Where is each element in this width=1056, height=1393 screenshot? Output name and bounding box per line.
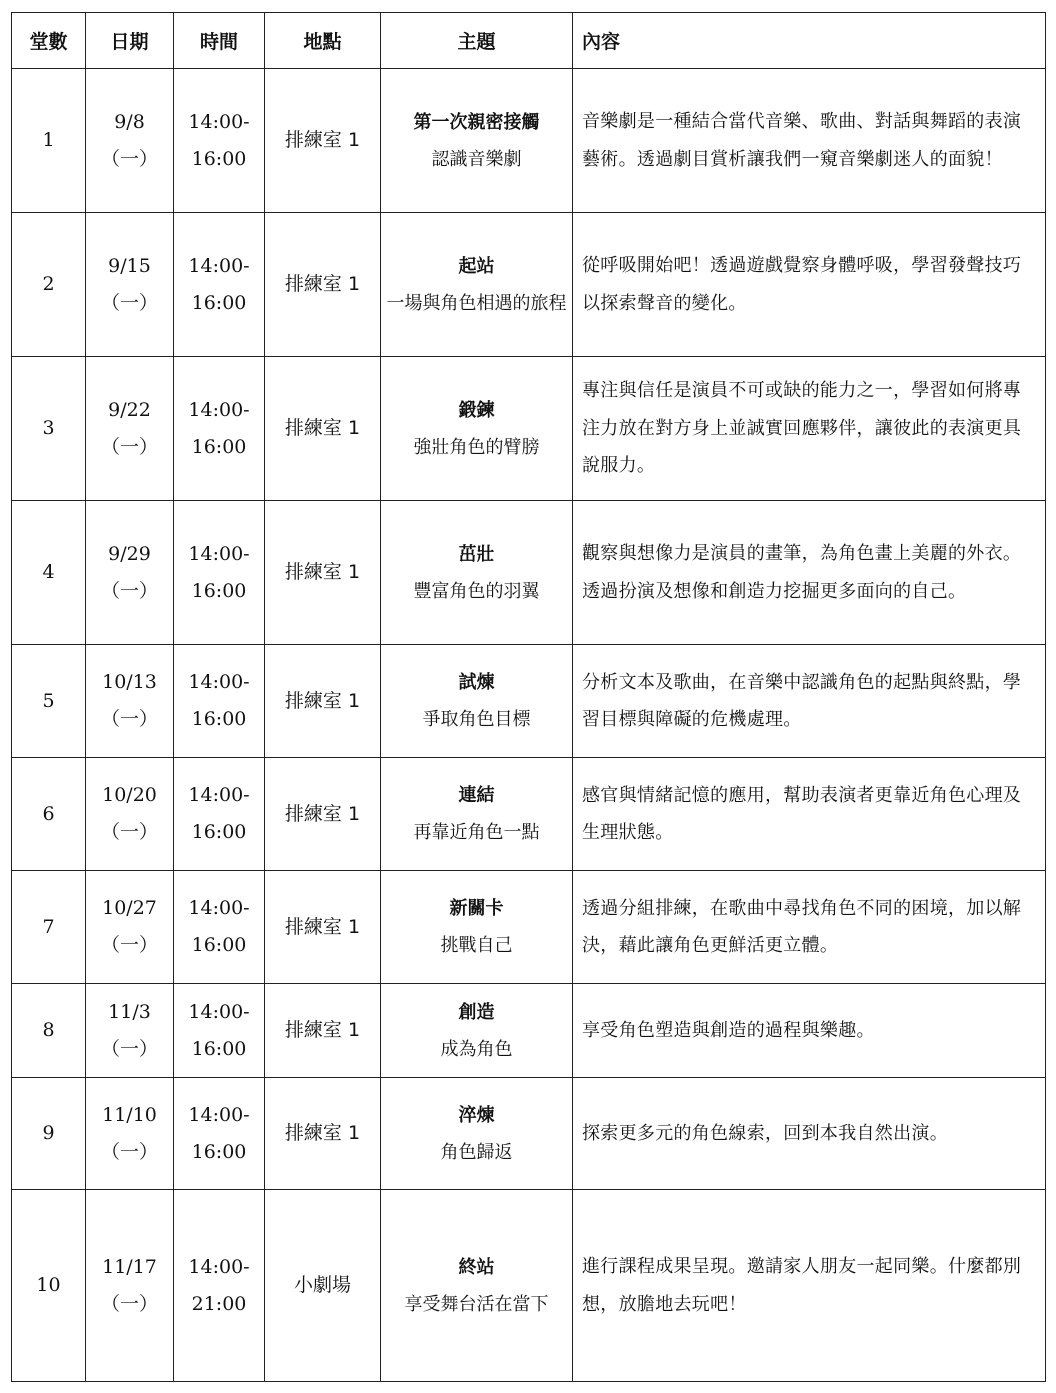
session-time [174, 501, 265, 645]
session-topic [381, 758, 573, 871]
time-end: 16:00 [191, 934, 247, 956]
date-value: 11/3 [108, 1000, 151, 1023]
weekday: （一） [100, 1140, 158, 1163]
table-row [12, 984, 1046, 1078]
table-row [12, 357, 1046, 501]
course-schedule-table [11, 12, 1046, 1382]
topic-title: 創造 [458, 1001, 495, 1023]
session-number: 9 [12, 1078, 86, 1190]
session-time [174, 1190, 265, 1382]
session-topic [381, 645, 573, 758]
session-time [174, 213, 265, 357]
session-number: 8 [12, 984, 86, 1078]
session-date [86, 1190, 174, 1382]
session-time [174, 871, 265, 984]
date-value: 9/29 [108, 542, 151, 565]
time-end: 16:00 [191, 1037, 247, 1060]
session-date [86, 213, 174, 357]
session-content: 感官與情緒記憶的應用，幫助表演者更靠近角色心理及生理狀態。 [573, 758, 1046, 871]
session-topic [381, 1190, 573, 1382]
header-row [12, 13, 1046, 69]
date-value: 10/20 [102, 784, 157, 806]
table-row [12, 1190, 1046, 1382]
session-location: 排練室 1 [265, 871, 381, 984]
weekday: （一） [100, 579, 158, 602]
date-value: 11/17 [102, 1255, 157, 1278]
weekday: （一） [100, 934, 158, 956]
session-time [174, 357, 265, 501]
time-end: 16:00 [191, 147, 247, 170]
session-time [174, 69, 265, 213]
topic-subtitle: 享受舞台活在當下 [404, 1293, 549, 1315]
date-value: 10/27 [102, 897, 157, 919]
header-date: 日期 [86, 13, 174, 69]
table-row [12, 1078, 1046, 1190]
header-session: 堂數 [12, 13, 86, 69]
topic-subtitle: 豐富角色的羽翼 [413, 580, 540, 602]
session-content: 進行課程成果呈現。邀請家人朋友一起同樂。什麼都別想，放膽地去玩吧！ [573, 1190, 1046, 1382]
session-content: 觀察與想像力是演員的畫筆，為角色畫上美麗的外衣。透過扮演及想像和創造力挖掘更多面向的自己。 [573, 501, 1046, 645]
topic-title: 鍛鍊 [458, 399, 495, 421]
table-row [12, 758, 1046, 871]
time-start: 14:00- [188, 110, 250, 133]
session-location: 排練室 1 [265, 213, 381, 357]
table-row [12, 69, 1046, 213]
header-topic: 主題 [381, 13, 573, 69]
session-date [86, 1078, 174, 1190]
time-end: 16:00 [191, 708, 247, 730]
time-start: 14:00- [188, 784, 250, 806]
topic-title: 連結 [458, 785, 495, 806]
session-location: 排練室 1 [265, 984, 381, 1078]
time-end: 16:00 [191, 435, 247, 458]
header-location: 地點 [265, 13, 381, 69]
session-number: 1 [12, 69, 86, 213]
topic-title: 茁壯 [458, 543, 495, 565]
topic-title: 試煉 [458, 672, 495, 693]
session-number: 5 [12, 645, 86, 758]
time-start: 14:00- [188, 1103, 250, 1126]
topic-title: 第一次親密接觸 [413, 111, 540, 133]
topic-subtitle: 角色歸返 [440, 1141, 513, 1163]
session-content: 透過分組排練，在歌曲中尋找角色不同的困境，加以解決，藉此讓角色更鮮活更立體。 [573, 871, 1046, 984]
date-value: 11/10 [102, 1103, 157, 1126]
session-date [86, 984, 174, 1078]
topic-subtitle: 成為角色 [440, 1038, 513, 1060]
topic-title: 新關卡 [449, 898, 504, 919]
date-value: 9/8 [114, 110, 145, 133]
date-value: 9/15 [108, 254, 151, 277]
session-topic [381, 984, 573, 1078]
schedule-page [11, 12, 1045, 1382]
weekday: （一） [100, 147, 158, 170]
time-start: 14:00- [188, 398, 250, 421]
session-content: 探索更多元的角色線索，回到本我自然出演。 [573, 1078, 1046, 1190]
session-location: 排練室 1 [265, 1078, 381, 1190]
session-date [86, 871, 174, 984]
weekday: （一） [100, 821, 158, 843]
session-location: 排練室 1 [265, 501, 381, 645]
session-content: 音樂劇是一種結合當代音樂、歌曲、對話與舞蹈的表演藝術。透過劇目賞析讓我們一窺音樂劇迷人的面貌！ [573, 69, 1046, 213]
session-topic [381, 501, 573, 645]
table-row [12, 501, 1046, 645]
date-value: 9/22 [108, 398, 151, 421]
topic-subtitle: 爭取角色目標 [422, 709, 531, 730]
date-value: 10/13 [102, 671, 157, 693]
session-content: 從呼吸開始吧！透過遊戲覺察身體呼吸，學習發聲技巧以探索聲音的變化。 [573, 213, 1046, 357]
session-content: 專注與信任是演員不可或缺的能力之一，學習如何將專注力放在對方身上並誠實回應夥伴，讓彼此的表演更具說服力。 [573, 357, 1046, 501]
time-end: 16:00 [191, 291, 247, 314]
session-topic [381, 357, 573, 501]
topic-title: 終站 [458, 1256, 495, 1278]
topic-subtitle: 挑戰自己 [440, 935, 513, 956]
time-end: 16:00 [191, 579, 247, 602]
table-row [12, 213, 1046, 357]
table-row [12, 645, 1046, 758]
topic-subtitle: 認識音樂劇 [431, 148, 522, 170]
weekday: （一） [100, 708, 158, 730]
session-topic [381, 871, 573, 984]
session-time [174, 758, 265, 871]
session-date [86, 357, 174, 501]
session-date [86, 501, 174, 645]
topic-title: 淬煉 [458, 1104, 495, 1126]
table-row [12, 871, 1046, 984]
session-number: 4 [12, 501, 86, 645]
session-number: 6 [12, 758, 86, 871]
weekday: （一） [100, 1037, 158, 1060]
session-topic [381, 69, 573, 213]
session-number: 2 [12, 213, 86, 357]
session-number: 10 [12, 1190, 86, 1382]
session-time [174, 645, 265, 758]
time-start: 14:00- [188, 1000, 250, 1023]
session-location: 排練室 1 [265, 69, 381, 213]
time-start: 14:00- [188, 542, 250, 565]
weekday: （一） [100, 435, 158, 458]
session-time [174, 1078, 265, 1190]
topic-title: 起站 [458, 255, 495, 277]
header-time: 時間 [174, 13, 265, 69]
session-number: 7 [12, 871, 86, 984]
time-start: 14:00- [188, 1255, 250, 1278]
time-start: 14:00- [188, 254, 250, 277]
session-location: 小劇場 [265, 1190, 381, 1382]
session-date [86, 69, 174, 213]
time-start: 14:00- [188, 897, 250, 919]
topic-subtitle: 再靠近角色一點 [413, 822, 540, 843]
time-end: 16:00 [191, 1140, 247, 1163]
header-content: 內容 [573, 13, 1046, 69]
weekday: （一） [100, 1292, 158, 1315]
session-content: 享受角色塑造與創造的過程與樂趣。 [573, 984, 1046, 1078]
time-start: 14:00- [188, 671, 250, 693]
session-number: 3 [12, 357, 86, 501]
session-location: 排練室 1 [265, 645, 381, 758]
topic-subtitle: 強壯角色的臂膀 [413, 436, 540, 458]
time-end: 21:00 [191, 1292, 247, 1315]
session-content: 分析文本及歌曲，在音樂中認識角色的起點與終點，學習目標與障礙的危機處理。 [573, 645, 1046, 758]
weekday: （一） [100, 291, 158, 314]
session-date [86, 758, 174, 871]
session-time [174, 984, 265, 1078]
time-end: 16:00 [191, 821, 247, 843]
session-topic [381, 1078, 573, 1190]
session-date [86, 645, 174, 758]
session-location: 排練室 1 [265, 357, 381, 501]
topic-subtitle: 一場與角色相遇的旅程 [386, 292, 567, 314]
session-topic [381, 213, 573, 357]
session-location: 排練室 1 [265, 758, 381, 871]
